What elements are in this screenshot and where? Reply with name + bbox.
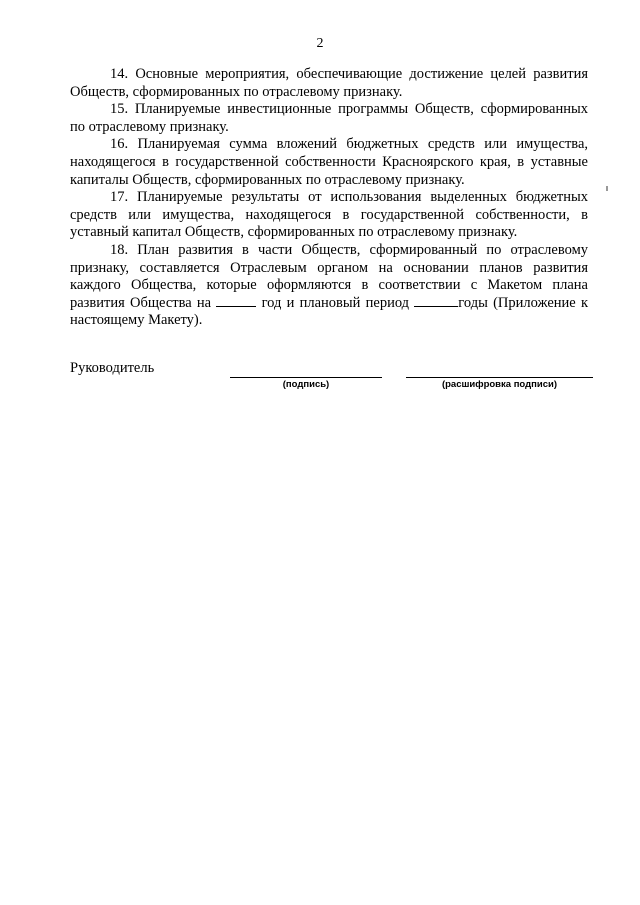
paragraph-18 [70, 242, 588, 330]
paragraph-14: 14. Основные мероприятия, обеспечивающие достижение целей развития Обществ, сформированных по отраслевому признаку. [70, 66, 588, 100]
scan-mark [606, 186, 608, 191]
paragraph-18-text-2: год и плановый период [256, 294, 415, 311]
document-body [70, 66, 588, 330]
signer-title: Руководитель [70, 360, 155, 376]
page-number: 2 [316, 36, 324, 51]
paragraph-17: 17. Планируемые результаты от использования выделенных бюджетных средств или имущества, находящегося в государственной собственности, в уставный капитал Обществ, сформированных по отраслевому признаку. [70, 189, 588, 241]
signature-line [230, 377, 382, 378]
paragraph-18-text-1: 18. План развития в части Обществ, сформированный по отраслевому признаку, составляется Отраслевым органом на основании планов развития каждого Общества, которые оформляются в соответствии с Макетом плана развития Общества на [70, 241, 588, 311]
signature-name-caption: (расшифровка подписи) [441, 379, 558, 390]
signature-block [70, 360, 600, 400]
paragraph-15: 15. Планируемые инвестиционные программы Обществ, сформированных по отраслевому признаку. [70, 101, 588, 135]
signature-name-line [406, 377, 593, 378]
planning-period-blank [414, 295, 458, 307]
signature-caption: (подпись) [282, 379, 330, 390]
paragraph-16: 16. Планируемая сумма вложений бюджетных средств или имущества, находящегося в государственной собственности Красноярского края, в уставные капиталы Обществ, сформированных по отраслевому признаку. [70, 136, 588, 188]
year-blank [216, 295, 256, 307]
paragraph-18-text-3: годы (Приложение к настоящему Макету). [70, 294, 588, 329]
